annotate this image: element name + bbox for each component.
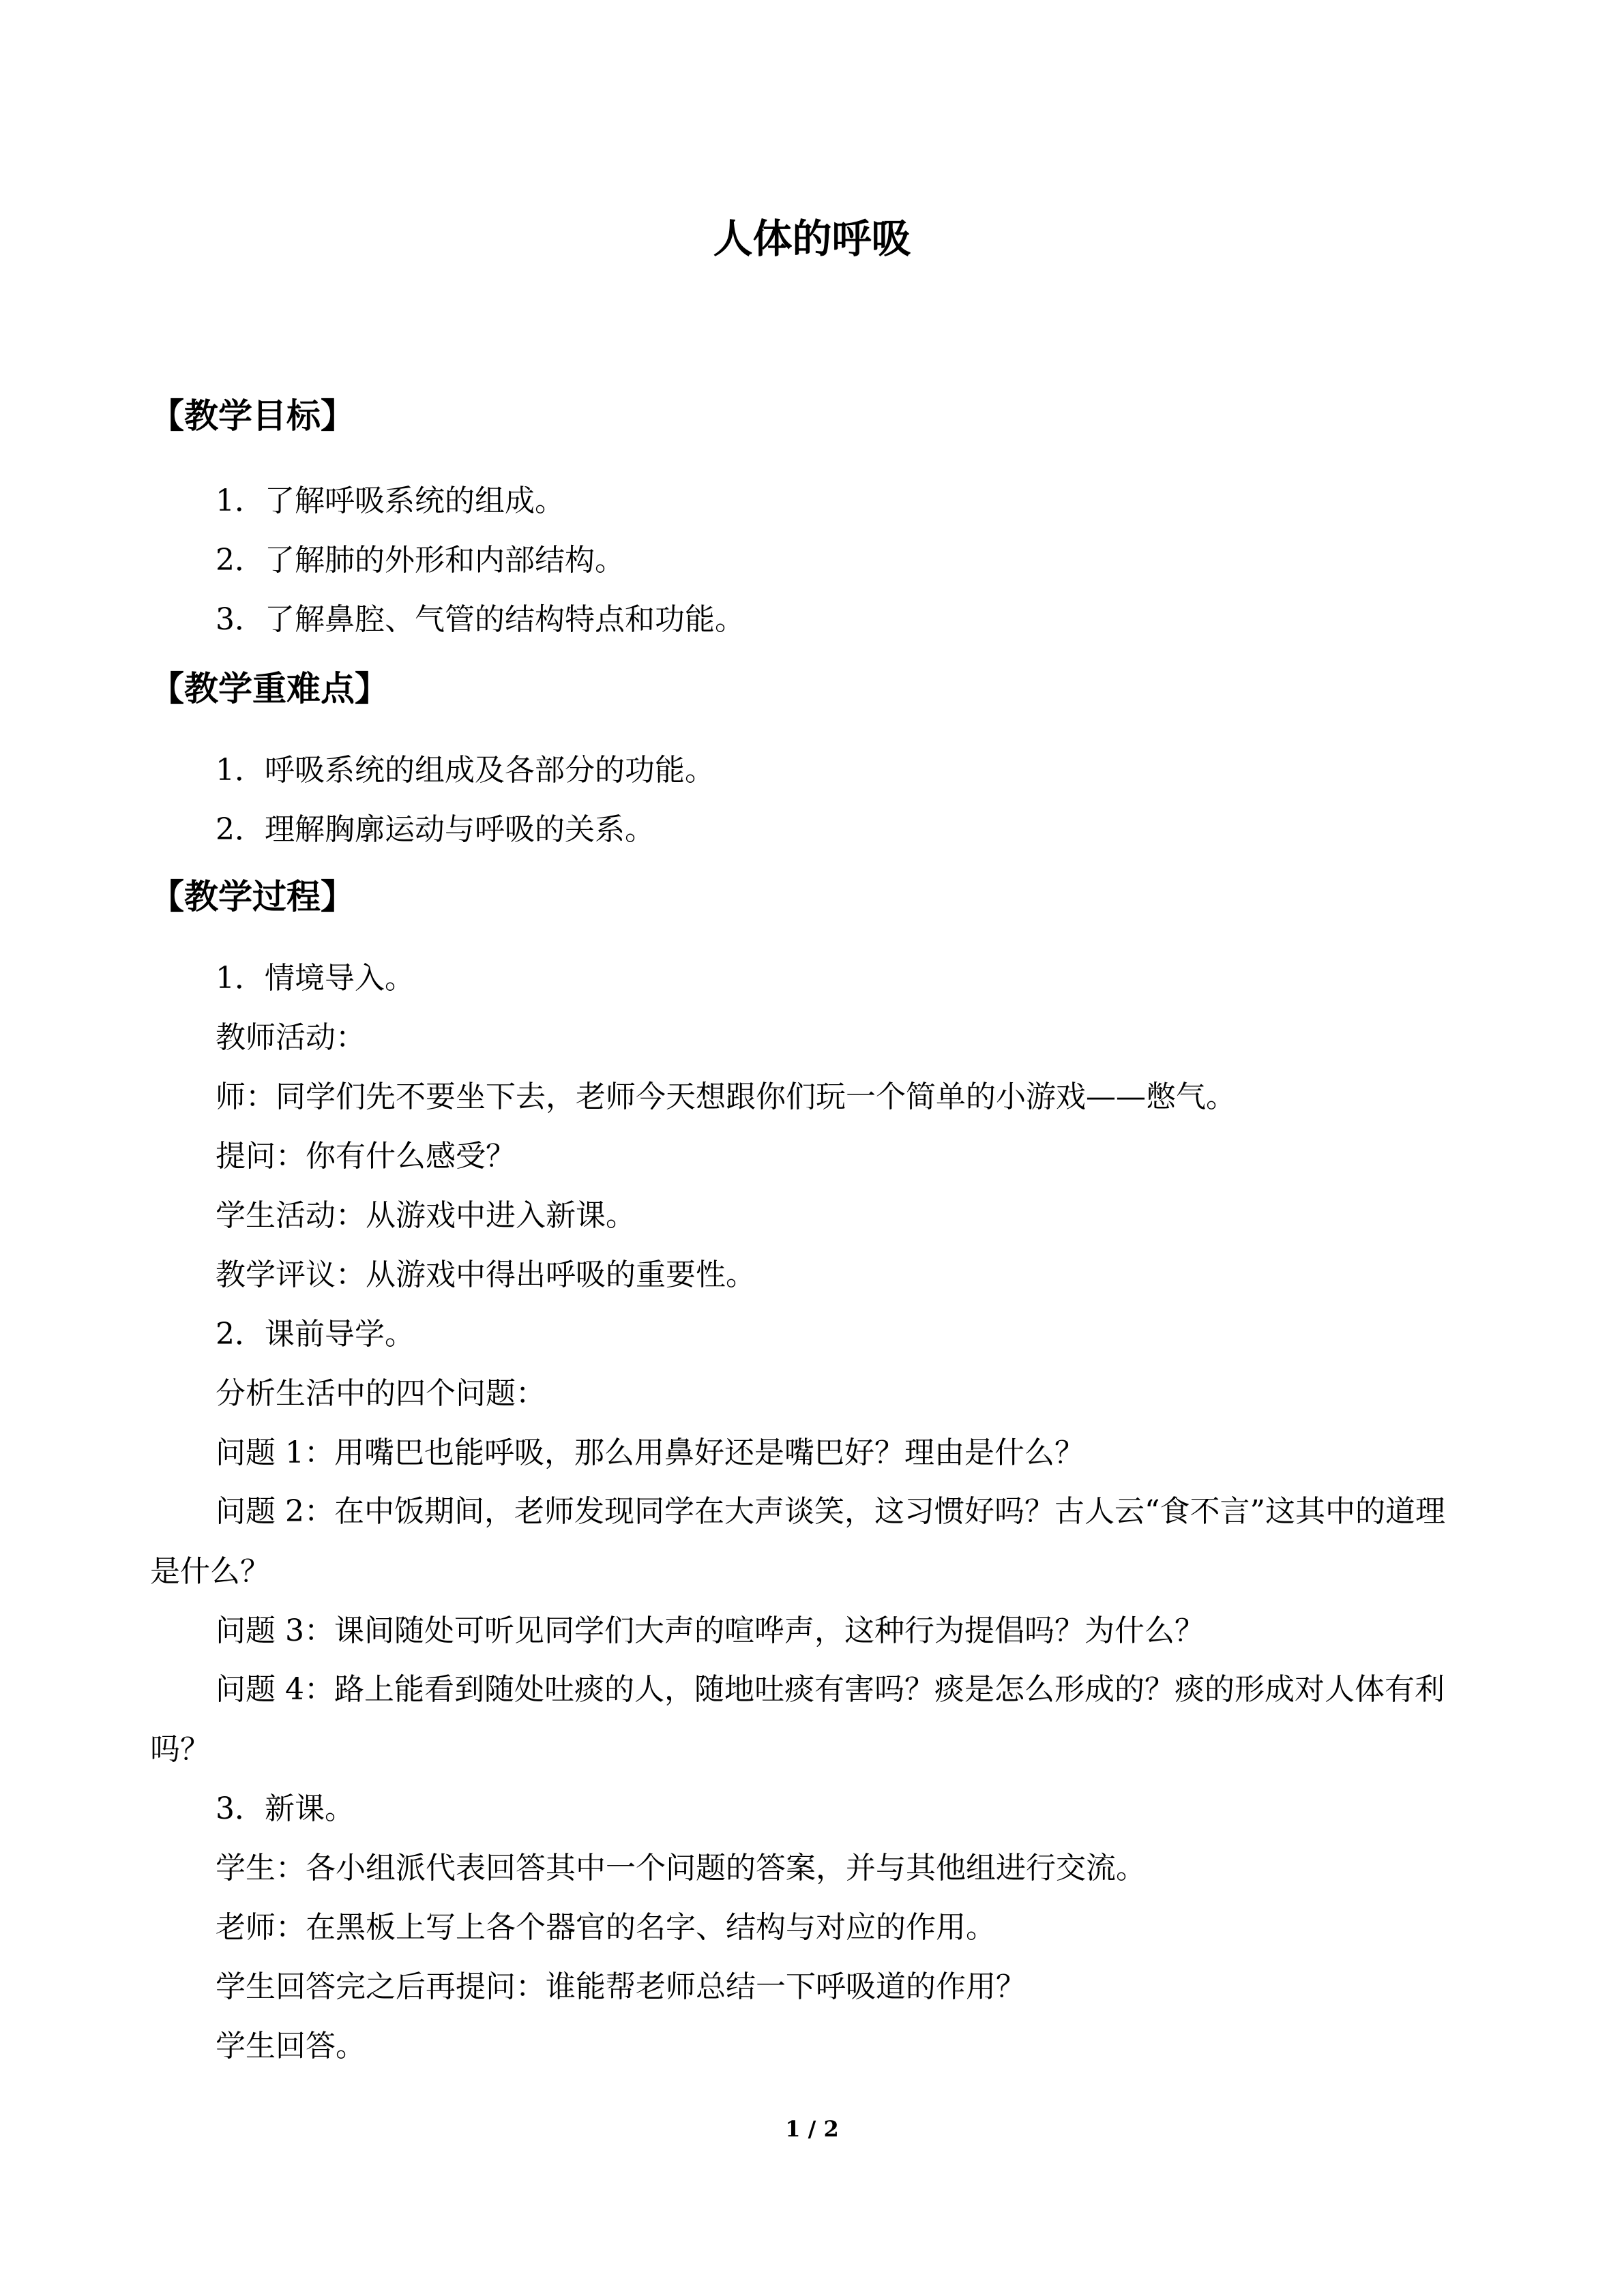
objective-item: 1．了解呼吸系统的组成。 — [216, 483, 565, 518]
process-paragraph: 教师活动： — [216, 1020, 366, 1055]
process-paragraph: 学生活动：从游戏中进入新课。 — [216, 1198, 636, 1233]
process-paragraph: 问题 4：路上能看到随处吐痰的人，随地吐痰有害吗？痰是怎么形成的？痰的形成对人体有利吗？ — [150, 1672, 1445, 1767]
process-paragraph: 问题 3：课间随处可听见同学们大声的喧哗声，这种行为提倡吗？为什么？ — [216, 1613, 1205, 1648]
process-paragraph: 3．新课。 — [216, 1791, 355, 1826]
page-number: 1 / 2 — [785, 2116, 839, 2142]
process-paragraph: 问题 2：在中饭期间，老师发现同学在大声谈笑，这习惯好吗？古人云“食不言”这其中的道理是什么？ — [150, 1494, 1445, 1589]
process-paragraph: 学生回答完之后再提问：谁能帮老师总结一下呼吸道的作用？ — [216, 1969, 1026, 2004]
process-paragraph: 师：同学们先不要坐下去，老师今天想跟你们玩一个简单的小游戏——憋气。 — [216, 1079, 1236, 1114]
process-paragraph: 1．情境导入。 — [216, 961, 415, 996]
objective-item: 3．了解鼻腔、气管的结构特点和功能。 — [216, 602, 745, 637]
key-point-item: 1．呼吸系统的组成及各部分的功能。 — [216, 753, 715, 788]
document-title: 人体的呼吸 — [713, 215, 911, 262]
section-heading-objectives: 【教学目标】 — [150, 396, 355, 436]
objective-item: 2．了解肺的外形和内部结构。 — [216, 543, 625, 578]
process-paragraph: 教学评议：从游戏中得出呼吸的重要性。 — [216, 1257, 756, 1292]
key-point-item: 2．理解胸廓运动与呼吸的关系。 — [216, 812, 655, 847]
process-paragraph: 学生：各小组派代表回答其中一个问题的答案，并与其他组进行交流。 — [216, 1851, 1146, 1885]
section-heading-key-points: 【教学重难点】 — [150, 668, 389, 709]
process-paragraph: 提问：你有什么感受？ — [216, 1139, 516, 1174]
process-paragraph: 分析生活中的四个问题： — [216, 1376, 546, 1411]
process-paragraph: 问题 1：用嘴巴也能呼吸，那么用鼻好还是嘴巴好？理由是什么？ — [216, 1435, 1084, 1470]
process-paragraph: 老师：在黑板上写上各个器官的名字、结构与对应的作用。 — [216, 1910, 996, 1945]
process-paragraph: 学生回答。 — [216, 2029, 366, 2063]
process-paragraph: 2．课前导学。 — [216, 1317, 415, 1352]
section-heading-process: 【教学过程】 — [150, 876, 355, 916]
